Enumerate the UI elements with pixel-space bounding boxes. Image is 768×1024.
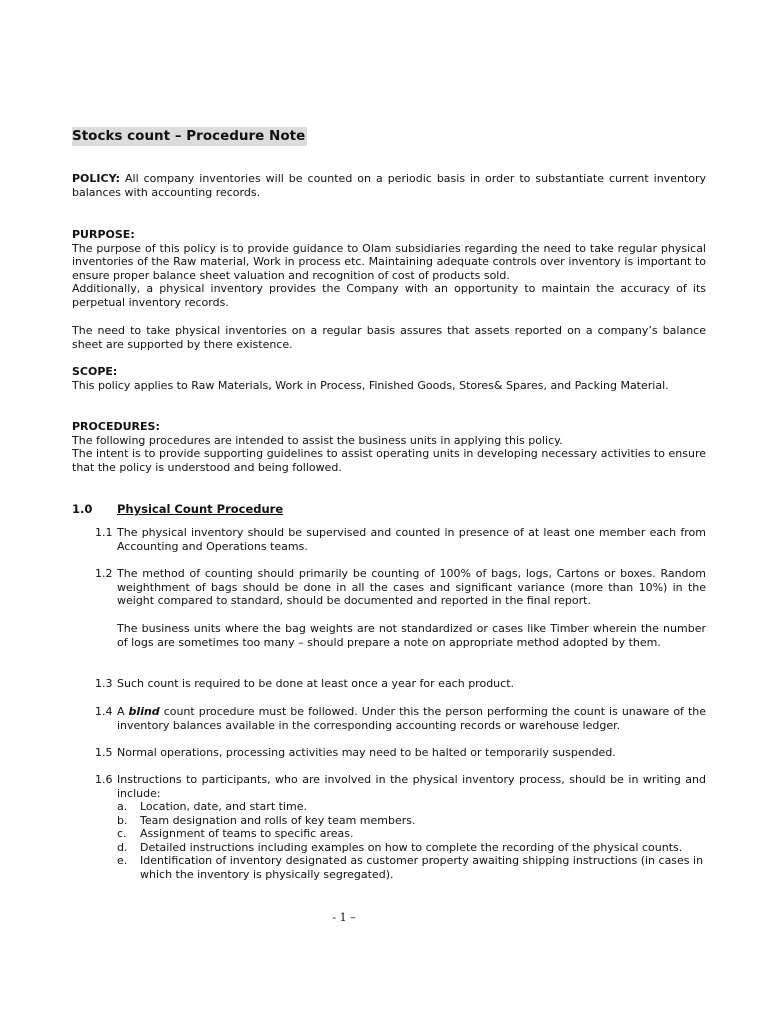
section-number: 1.0 <box>72 502 93 516</box>
list-item <box>95 746 706 760</box>
item-text: Such count is required to be done at least once a year for each product. <box>117 677 514 690</box>
section-title: Physical Count Procedure <box>117 502 284 516</box>
policy-label: POLICY: <box>72 172 120 185</box>
purpose-paragraph-3: The need to take physical inventories on a regular basis assures that assets reported on a company’s balance sheet are supported by there existence. <box>72 324 706 351</box>
item-text: Instructions to participants, who are involved in the physical inventory process, should be in writing and include: <box>117 773 706 800</box>
item-number: 1.4 <box>95 705 113 718</box>
scope-label: SCOPE: <box>72 365 118 378</box>
item-text: The method of counting should primarily be counting of 100% of bags, logs, Cartons or boxes. Random weighthment of bags should be done in all the cases and significant variance (more than 10%) in the weight compared to standard, should be documented and reported in the final report. <box>117 567 706 608</box>
list-label: d. <box>117 840 128 854</box>
instructions-list <box>117 800 706 882</box>
procedures-label: PROCEDURES: <box>72 420 160 433</box>
item-number: 1.6 <box>95 773 113 786</box>
item-number: 1.3 <box>95 677 113 690</box>
purpose-paragraph-2: Additionally, a physical inventory provides the Company with an opportunity to maintain the accuracy of its perpetual inventory records. <box>72 282 706 309</box>
page-number: - 1 – <box>332 911 356 924</box>
list-text: Detailed instructions including examples on how to complete the recording of the physical counts. <box>140 840 683 854</box>
purpose-paragraph-1: The purpose of this policy is to provide guidance to Olam subsidiaries regarding the need to take regular physical inventories of the Raw material, Work in process etc. Maintaining adequate controls over inventory is important to ensure proper balance sheet valuation and recognition of cost of products sold. <box>72 241 706 282</box>
list-item <box>117 814 706 828</box>
section-heading <box>72 503 283 517</box>
scope-text: This policy applies to Raw Materials, Work in Process, Finished Goods, Stores& Spares, and Packing Material. <box>72 378 669 392</box>
scope-section <box>72 365 706 392</box>
list-item <box>95 773 706 800</box>
procedures-paragraph-2: The intent is to provide supporting guidelines to assist operating units in developing necessary activities to ensure that the policy is understood and being followed. <box>72 447 706 474</box>
list-item <box>117 854 706 881</box>
list-item <box>117 827 706 841</box>
item-text-prefix: A <box>117 705 129 718</box>
list-label: e. <box>117 854 128 868</box>
item-emphasis: blind <box>128 705 160 718</box>
item-text: Normal operations, processing activities may need to be halted or temporarily suspended. <box>117 746 616 759</box>
list-text: Identification of inventory designated as customer property awaiting shipping instructions (in cases in which the inventory is physically segregated). <box>140 854 704 881</box>
list-text: Location, date, and start time. <box>140 800 307 813</box>
policy-section <box>72 172 706 199</box>
purpose-label: PURPOSE: <box>72 228 135 241</box>
list-item <box>95 567 706 608</box>
item-text: count procedure must be followed. Under this the person performing the count is unaware of the inventory balances available in the corresponding accounting records or warehouse ledger. <box>117 705 706 732</box>
list-label: a. <box>117 800 128 813</box>
policy-text: All company inventories will be counted on a periodic basis in order to substantiate current inventory balances with accounting records. <box>72 172 706 199</box>
list-label: b. <box>117 813 128 827</box>
purpose-section <box>72 228 706 310</box>
item-number: 1.1 <box>95 526 113 539</box>
list-label: c. <box>117 827 127 841</box>
item-number: 1.2 <box>95 567 113 580</box>
purpose-paragraph-3-block <box>72 324 706 351</box>
list-item <box>95 677 706 691</box>
procedures-paragraph-1: The following procedures are intended to assist the business units in applying this policy. <box>72 433 563 447</box>
list-item <box>117 800 706 814</box>
procedures-section <box>72 420 706 474</box>
item-text: The physical inventory should be supervised and counted in presence of at least one member each from Accounting and Operations teams. <box>117 526 706 553</box>
list-item <box>95 526 706 553</box>
list-text: Assignment of teams to specific areas. <box>140 827 354 841</box>
list-item <box>95 705 706 732</box>
item-text-container <box>117 705 706 732</box>
item-number: 1.5 <box>95 746 113 759</box>
list-text: Team designation and rolls of key team members. <box>140 813 416 827</box>
list-item <box>117 841 706 855</box>
item-note: The business units where the bag weights are not standardized or cases like Timber wherein the number of logs are sometimes too many – should prepare a note on appropriate method adopted by them. <box>117 622 706 649</box>
document-title: Stocks count – Procedure Note <box>72 128 306 144</box>
